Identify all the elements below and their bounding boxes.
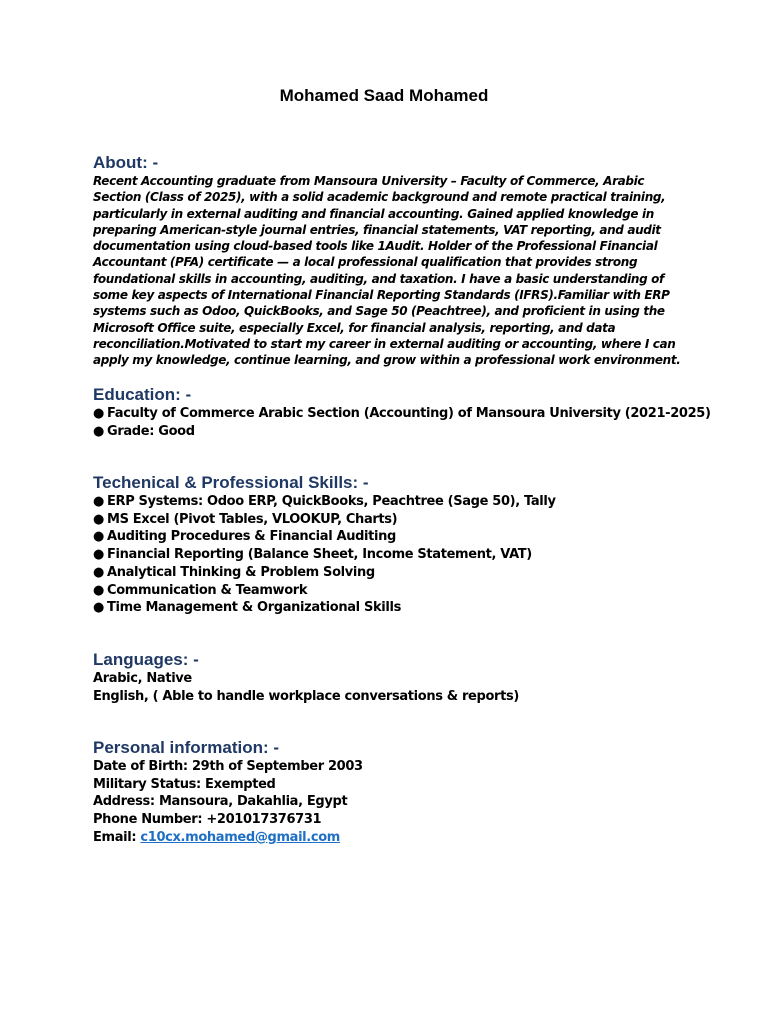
list-item: ● Time Management & Organizational Skills	[93, 600, 401, 616]
list-item: ● Faculty of Commerce Arabic Section (Accounting) of Mansoura University (2021-2025)	[93, 406, 711, 421]
languages-heading: Languages: -	[93, 650, 199, 669]
phone-text: Phone Number: +201017376731	[93, 812, 322, 828]
bullet-icon: ●	[93, 600, 104, 616]
about-heading: About: -	[93, 153, 159, 172]
dob-text: Date of Birth: 29th of September 2003	[93, 759, 363, 774]
list-item: Arabic, Native	[93, 671, 192, 686]
skills-section	[93, 473, 556, 617]
email-link[interactable]: c10cx.mohamed@gmail.com	[140, 829, 340, 845]
bullet-icon: ●	[93, 529, 104, 545]
address-text: Address: Mansoura, Dakahlia, Egypt	[93, 794, 348, 810]
list-item: ● Analytical Thinking & Problem Solving	[93, 564, 375, 580]
list-item: English, ( Able to handle workplace conversations & reports)	[93, 688, 519, 704]
languages-section	[93, 650, 519, 705]
bullet-icon: ●	[93, 494, 104, 509]
bullet-icon: ●	[93, 511, 104, 527]
list-item: ● ERP Systems: Odoo ERP, QuickBooks, Peachtree (Sage 50), Tally	[93, 494, 556, 509]
list-item: ● Financial Reporting (Balance Sheet, Income Statement, VAT)	[93, 547, 532, 563]
skills-heading: Techenical & Professional Skills: -	[93, 473, 369, 492]
email-line	[93, 829, 363, 847]
personal-heading: Personal information: -	[93, 738, 280, 757]
list-item: ● MS Excel (Pivot Tables, VLOOKUP, Charts)	[93, 511, 398, 527]
bullet-icon: ●	[93, 423, 104, 439]
list-item: ● Grade: Good	[93, 423, 195, 439]
bullet-icon: ●	[93, 564, 104, 580]
candidate-name: Mohamed Saad Mohamed	[279, 86, 489, 105]
bullet-icon: ●	[93, 406, 104, 421]
education-section	[93, 385, 711, 440]
about-text: Recent Accounting graduate from Mansoura University – Faculty of Commerce, Arabic Section (Class of 2025), with a solid academic background and remote practical training, particularly in external auditing and financial accounting. Gained applied knowledge in preparing American-style journal entries, financial statements, VAT reporting, and audit documentation using cloud-based tools like 1Audit. Holder of the Professional Financial Accountant (PFA) certificate — a local professional qualification that provides strong foundational skills in accounting, auditing, and taxation. I have a basic understanding of some key aspects of International Financial Reporting Standards (IFRS).Familiar with ERP systems such as Odoo, QuickBooks, and Sage 50 (Peachtree), and proficient in using the Microsoft Office suite, especially Excel, for financial analysis, reporting, and data reconciliation.Motivated to start my career in external auditing or accounting, where I can apply my knowledge, continue learning, and grow within a professional work environment.	[93, 174, 681, 368]
education-heading: Education: -	[93, 385, 192, 404]
bullet-icon: ●	[93, 582, 104, 598]
bullet-icon: ●	[93, 547, 104, 563]
list-item: ● Communication & Teamwork	[93, 582, 308, 598]
about-section	[93, 153, 683, 369]
personal-section	[93, 738, 363, 847]
list-item: ● Auditing Procedures & Financial Auditing	[93, 529, 396, 545]
military-status-text: Military Status: Exempted	[93, 776, 276, 792]
email-label: Email:	[93, 829, 141, 845]
